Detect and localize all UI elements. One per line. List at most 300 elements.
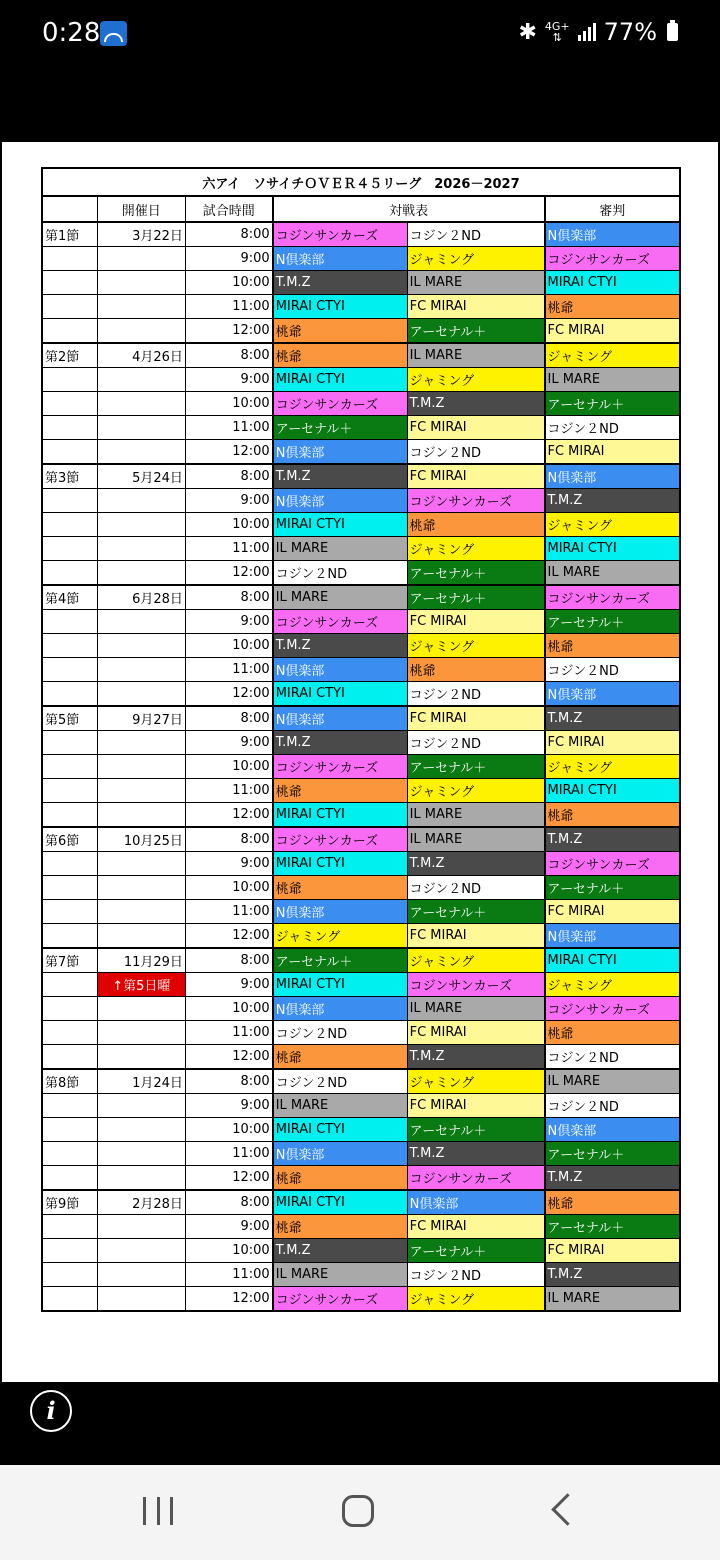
time-cell: 12:00 xyxy=(185,319,272,344)
schedule-table xyxy=(41,167,681,1312)
title-row xyxy=(42,168,680,196)
referee-cell: コジンサンカーズ xyxy=(545,585,681,610)
away-team-cell: T.M.Z xyxy=(407,392,544,416)
away-team-cell: アーセナル＋ xyxy=(407,755,544,779)
referee-cell: IL MARE xyxy=(545,1287,681,1312)
home-team-cell: 桃爺 xyxy=(273,1215,407,1239)
home-team-cell: コジンサンカーズ xyxy=(273,827,407,852)
away-team-cell: ジャミング xyxy=(407,1069,544,1094)
table-row xyxy=(42,1239,680,1263)
date-cell: 3月22日 xyxy=(97,222,185,247)
time-cell: 12:00 xyxy=(185,682,272,707)
away-team-cell: コジン２ND xyxy=(407,731,544,755)
time-cell: 10:00 xyxy=(185,634,272,658)
table-row xyxy=(42,561,680,586)
round-cell xyxy=(42,513,97,537)
home-team-cell: N倶楽部 xyxy=(273,247,407,271)
battery-percent: 77% xyxy=(603,18,657,46)
referee-cell: コジン２ND xyxy=(545,1045,681,1070)
table-row xyxy=(42,1069,680,1094)
header-time: 試合時間 xyxy=(185,196,272,222)
referee-cell: ジャミング xyxy=(545,973,681,997)
home-team-cell: MIRAI CTYI xyxy=(273,973,407,997)
time-cell: 11:00 xyxy=(185,537,272,561)
recents-icon[interactable] xyxy=(143,1497,173,1525)
round-cell xyxy=(42,731,97,755)
table-row xyxy=(42,1094,680,1118)
table-row xyxy=(42,682,680,707)
away-team-cell: IL MARE xyxy=(407,271,544,295)
round-cell xyxy=(42,247,97,271)
table-row xyxy=(42,997,680,1021)
date-cell xyxy=(97,561,185,586)
referee-cell: コジン２ND xyxy=(545,416,681,440)
referee-cell: 桃爺 xyxy=(545,634,681,658)
round-cell: 第6節 xyxy=(42,827,97,852)
away-team-cell: コジンサンカーズ xyxy=(407,1166,544,1191)
home-team-cell: コジン２ND xyxy=(273,1021,407,1045)
signal-icon xyxy=(578,23,596,41)
away-team-cell: T.M.Z xyxy=(407,1045,544,1070)
referee-cell: 桃爺 xyxy=(545,1021,681,1045)
home-team-cell: 桃爺 xyxy=(273,1166,407,1191)
time-cell: 10:00 xyxy=(185,876,272,900)
home-team-cell: コジンサンカーズ xyxy=(273,392,407,416)
referee-cell: アーセナル＋ xyxy=(545,392,681,416)
time-cell: 9:00 xyxy=(185,368,272,392)
table-row xyxy=(42,1215,680,1239)
round-cell xyxy=(42,1166,97,1191)
round-cell xyxy=(42,997,97,1021)
date-cell xyxy=(97,682,185,707)
time-cell: 11:00 xyxy=(185,900,272,924)
date-cell xyxy=(97,610,185,634)
table-row xyxy=(42,803,680,828)
status-time: 0:28 xyxy=(42,18,101,48)
time-cell: 9:00 xyxy=(185,852,272,876)
table-row xyxy=(42,1287,680,1312)
date-cell xyxy=(97,731,185,755)
round-cell xyxy=(42,610,97,634)
round-cell: 第3節 xyxy=(42,464,97,489)
round-cell xyxy=(42,1215,97,1239)
home-team-cell: コジンサンカーズ xyxy=(273,1287,407,1312)
round-cell xyxy=(42,440,97,465)
header-row xyxy=(42,196,680,222)
date-cell xyxy=(97,997,185,1021)
away-team-cell: コジン２ND xyxy=(407,682,544,707)
home-team-cell: MIRAI CTYI xyxy=(273,803,407,828)
away-team-cell: アーセナル＋ xyxy=(407,1118,544,1142)
referee-cell: MIRAI CTYI xyxy=(545,271,681,295)
table-row xyxy=(42,368,680,392)
away-team-cell: アーセナル＋ xyxy=(407,900,544,924)
referee-cell: コジン２ND xyxy=(545,1094,681,1118)
table-row xyxy=(42,900,680,924)
referee-cell: 桃爺 xyxy=(545,1190,681,1215)
table-row xyxy=(42,1021,680,1045)
referee-cell: FC MIRAI xyxy=(545,1239,681,1263)
away-team-cell: ジャミング xyxy=(407,368,544,392)
away-team-cell: FC MIRAI xyxy=(407,706,544,731)
referee-cell: アーセナル＋ xyxy=(545,610,681,634)
table-row xyxy=(42,1118,680,1142)
time-cell: 10:00 xyxy=(185,392,272,416)
round-cell xyxy=(42,1239,97,1263)
away-team-cell: FC MIRAI xyxy=(407,610,544,634)
table-row xyxy=(42,1190,680,1215)
table-row xyxy=(42,295,680,319)
round-cell xyxy=(42,779,97,803)
time-cell: 11:00 xyxy=(185,779,272,803)
table-row xyxy=(42,827,680,852)
away-team-cell: N倶楽部 xyxy=(407,1190,544,1215)
time-cell: 10:00 xyxy=(185,1118,272,1142)
round-cell xyxy=(42,489,97,513)
away-team-cell: FC MIRAI xyxy=(407,1215,544,1239)
time-cell: 8:00 xyxy=(185,948,272,973)
table-row xyxy=(42,731,680,755)
table-row xyxy=(42,1263,680,1287)
time-cell: 9:00 xyxy=(185,1215,272,1239)
time-cell: 11:00 xyxy=(185,1263,272,1287)
time-cell: 12:00 xyxy=(185,561,272,586)
time-cell: 9:00 xyxy=(185,731,272,755)
round-cell xyxy=(42,634,97,658)
round-cell xyxy=(42,319,97,344)
time-cell: 9:00 xyxy=(185,973,272,997)
time-cell: 8:00 xyxy=(185,706,272,731)
time-cell: 8:00 xyxy=(185,827,272,852)
away-team-cell: FC MIRAI xyxy=(407,924,544,949)
note-badge: ↑第5日曜 xyxy=(97,973,185,997)
time-cell: 9:00 xyxy=(185,1094,272,1118)
date-cell xyxy=(97,247,185,271)
date-cell xyxy=(97,513,185,537)
home-team-cell: 桃爺 xyxy=(273,779,407,803)
bluetooth-icon: ✱ xyxy=(518,19,537,45)
round-cell xyxy=(42,1045,97,1070)
home-team-cell: T.M.Z xyxy=(273,271,407,295)
table-row xyxy=(42,973,680,997)
home-team-cell: MIRAI CTYI xyxy=(273,1118,407,1142)
home-team-cell: コジンサンカーズ xyxy=(273,755,407,779)
table-row xyxy=(42,876,680,900)
table-row xyxy=(42,1142,680,1166)
time-cell: 10:00 xyxy=(185,513,272,537)
date-cell xyxy=(97,803,185,828)
home-team-cell: N倶楽部 xyxy=(273,1142,407,1166)
date-cell xyxy=(97,368,185,392)
home-team-cell: MIRAI CTYI xyxy=(273,513,407,537)
date-cell xyxy=(97,1045,185,1070)
referee-cell: N倶楽部 xyxy=(545,464,681,489)
away-team-cell: IL MARE xyxy=(407,803,544,828)
referee-cell: T.M.Z xyxy=(545,489,681,513)
referee-cell: T.M.Z xyxy=(545,827,681,852)
away-team-cell: T.M.Z xyxy=(407,852,544,876)
date-cell xyxy=(97,537,185,561)
round-cell: 第8節 xyxy=(42,1069,97,1094)
away-team-cell: コジンサンカーズ xyxy=(407,489,544,513)
away-team-cell: T.M.Z xyxy=(407,1142,544,1166)
referee-cell: コジンサンカーズ xyxy=(545,852,681,876)
round-cell xyxy=(42,1118,97,1142)
home-team-cell: 桃爺 xyxy=(273,876,407,900)
time-cell: 8:00 xyxy=(185,343,272,368)
info-icon[interactable]: i xyxy=(30,1390,72,1432)
header-date: 開催日 xyxy=(97,196,185,222)
round-cell xyxy=(42,682,97,707)
away-team-cell: ジャミング xyxy=(407,948,544,973)
date-cell: 10月25日 xyxy=(97,827,185,852)
away-team-cell: ジャミング xyxy=(407,1287,544,1312)
status-bar xyxy=(0,0,720,70)
date-cell xyxy=(97,924,185,949)
home-team-cell: IL MARE xyxy=(273,1263,407,1287)
home-team-cell: T.M.Z xyxy=(273,634,407,658)
referee-cell: 桃爺 xyxy=(545,803,681,828)
away-team-cell: FC MIRAI xyxy=(407,1094,544,1118)
home-team-cell: MIRAI CTYI xyxy=(273,1190,407,1215)
date-cell xyxy=(97,900,185,924)
round-cell xyxy=(42,1263,97,1287)
time-cell: 8:00 xyxy=(185,1069,272,1094)
time-cell: 8:00 xyxy=(185,585,272,610)
date-cell: 11月29日 xyxy=(97,948,185,973)
time-cell: 11:00 xyxy=(185,1142,272,1166)
table-row xyxy=(42,416,680,440)
time-cell: 11:00 xyxy=(185,658,272,682)
referee-cell: コジンサンカーズ xyxy=(545,997,681,1021)
table-row xyxy=(42,464,680,489)
away-team-cell: ジャミング xyxy=(407,247,544,271)
home-team-cell: コジンサンカーズ xyxy=(273,222,407,247)
referee-cell: N倶楽部 xyxy=(545,222,681,247)
home-team-cell: N倶楽部 xyxy=(273,706,407,731)
referee-cell: コジンサンカーズ xyxy=(545,247,681,271)
away-team-cell: コジンサンカーズ xyxy=(407,973,544,997)
home-icon[interactable] xyxy=(342,1495,374,1527)
round-cell: 第7節 xyxy=(42,948,97,973)
referee-cell: IL MARE xyxy=(545,1069,681,1094)
away-team-cell: IL MARE xyxy=(407,827,544,852)
gallery-notification-icon xyxy=(100,21,127,46)
referee-cell: N倶楽部 xyxy=(545,682,681,707)
date-cell xyxy=(97,489,185,513)
header-matchups: 対戦表 xyxy=(273,196,545,222)
away-team-cell: FC MIRAI xyxy=(407,1021,544,1045)
away-team-cell: アーセナル＋ xyxy=(407,1239,544,1263)
table-row xyxy=(42,924,680,949)
table-row xyxy=(42,222,680,247)
away-team-cell: アーセナル＋ xyxy=(407,561,544,586)
date-cell xyxy=(97,1021,185,1045)
home-team-cell: MIRAI CTYI xyxy=(273,852,407,876)
table-row xyxy=(42,440,680,465)
round-cell xyxy=(42,295,97,319)
home-team-cell: IL MARE xyxy=(273,537,407,561)
date-cell xyxy=(97,1118,185,1142)
home-team-cell: N倶楽部 xyxy=(273,440,407,465)
round-cell xyxy=(42,368,97,392)
time-cell: 9:00 xyxy=(185,489,272,513)
home-team-cell: IL MARE xyxy=(273,1094,407,1118)
away-team-cell: IL MARE xyxy=(407,343,544,368)
date-cell xyxy=(97,295,185,319)
table-row xyxy=(42,852,680,876)
time-cell: 11:00 xyxy=(185,295,272,319)
date-cell: 9月27日 xyxy=(97,706,185,731)
referee-cell: IL MARE xyxy=(545,561,681,586)
referee-cell: アーセナル＋ xyxy=(545,1215,681,1239)
referee-cell: ジャミング xyxy=(545,343,681,368)
round-cell xyxy=(42,973,97,997)
home-team-cell: 桃爺 xyxy=(273,343,407,368)
round-cell xyxy=(42,416,97,440)
date-cell xyxy=(97,1263,185,1287)
table-row xyxy=(42,1166,680,1191)
away-team-cell: コジン２ND xyxy=(407,440,544,465)
away-team-cell: アーセナル＋ xyxy=(407,319,544,344)
referee-cell: ジャミング xyxy=(545,513,681,537)
away-team-cell: IL MARE xyxy=(407,997,544,1021)
date-cell xyxy=(97,779,185,803)
time-cell: 10:00 xyxy=(185,1239,272,1263)
referee-cell: FC MIRAI xyxy=(545,900,681,924)
referee-cell: T.M.Z xyxy=(545,1166,681,1191)
time-cell: 8:00 xyxy=(185,464,272,489)
away-team-cell: コジン２ND xyxy=(407,1263,544,1287)
home-team-cell: N倶楽部 xyxy=(273,900,407,924)
referee-cell: FC MIRAI xyxy=(545,319,681,344)
referee-cell: N倶楽部 xyxy=(545,924,681,949)
time-cell: 12:00 xyxy=(185,803,272,828)
round-cell: 第9節 xyxy=(42,1190,97,1215)
table-row xyxy=(42,706,680,731)
network-type: 4G+ ⇅ xyxy=(544,20,570,44)
referee-cell: MIRAI CTYI xyxy=(545,537,681,561)
date-cell xyxy=(97,440,185,465)
round-cell xyxy=(42,1142,97,1166)
round-cell xyxy=(42,1021,97,1045)
referee-cell: N倶楽部 xyxy=(545,1118,681,1142)
referee-cell: 桃爺 xyxy=(545,295,681,319)
away-team-cell: アーセナル＋ xyxy=(407,585,544,610)
round-cell xyxy=(42,561,97,586)
time-cell: 8:00 xyxy=(185,222,272,247)
round-cell: 第4節 xyxy=(42,585,97,610)
round-cell xyxy=(42,392,97,416)
table-row xyxy=(42,1045,680,1070)
referee-cell: IL MARE xyxy=(545,368,681,392)
home-team-cell: MIRAI CTYI xyxy=(273,682,407,707)
table-row xyxy=(42,271,680,295)
home-team-cell: T.M.Z xyxy=(273,1239,407,1263)
date-cell xyxy=(97,852,185,876)
home-team-cell: アーセナル＋ xyxy=(273,948,407,973)
date-cell xyxy=(97,319,185,344)
time-cell: 9:00 xyxy=(185,610,272,634)
battery-icon xyxy=(667,23,678,41)
date-cell: 4月26日 xyxy=(97,343,185,368)
table-row xyxy=(42,779,680,803)
away-team-cell: コジン２ND xyxy=(407,222,544,247)
referee-cell: MIRAI CTYI xyxy=(545,779,681,803)
table-row xyxy=(42,585,680,610)
round-cell: 第2節 xyxy=(42,343,97,368)
round-cell xyxy=(42,900,97,924)
time-cell: 12:00 xyxy=(185,440,272,465)
referee-cell: FC MIRAI xyxy=(545,731,681,755)
date-cell xyxy=(97,392,185,416)
table-row xyxy=(42,319,680,344)
table-row xyxy=(42,658,680,682)
home-team-cell: T.M.Z xyxy=(273,731,407,755)
date-cell xyxy=(97,634,185,658)
round-cell xyxy=(42,803,97,828)
referee-cell: ジャミング xyxy=(545,755,681,779)
referee-cell: コジン２ND xyxy=(545,658,681,682)
time-cell: 11:00 xyxy=(185,1021,272,1045)
round-cell xyxy=(42,755,97,779)
home-team-cell: MIRAI CTYI xyxy=(273,368,407,392)
date-cell xyxy=(97,1142,185,1166)
date-cell xyxy=(97,1094,185,1118)
date-cell xyxy=(97,876,185,900)
away-team-cell: ジャミング xyxy=(407,779,544,803)
date-cell: 2月28日 xyxy=(97,1190,185,1215)
referee-cell: T.M.Z xyxy=(545,1263,681,1287)
time-cell: 9:00 xyxy=(185,247,272,271)
home-team-cell: コジンサンカーズ xyxy=(273,610,407,634)
home-team-cell: ジャミング xyxy=(273,924,407,949)
table-row xyxy=(42,343,680,368)
round-cell: 第5節 xyxy=(42,706,97,731)
referee-cell: アーセナル＋ xyxy=(545,1142,681,1166)
date-cell xyxy=(97,1166,185,1191)
time-cell: 12:00 xyxy=(185,924,272,949)
home-team-cell: アーセナル＋ xyxy=(273,416,407,440)
time-cell: 12:00 xyxy=(185,1166,272,1191)
referee-cell: FC MIRAI xyxy=(545,440,681,465)
round-cell xyxy=(42,658,97,682)
header-referee: 審判 xyxy=(545,196,681,222)
round-cell xyxy=(42,924,97,949)
round-cell xyxy=(42,1287,97,1312)
round-cell xyxy=(42,537,97,561)
round-cell xyxy=(42,852,97,876)
home-team-cell: N倶楽部 xyxy=(273,489,407,513)
referee-cell: MIRAI CTYI xyxy=(545,948,681,973)
time-cell: 12:00 xyxy=(185,1045,272,1070)
round-cell xyxy=(42,271,97,295)
date-cell xyxy=(97,1287,185,1312)
home-team-cell: MIRAI CTYI xyxy=(273,295,407,319)
round-cell: 第1節 xyxy=(42,222,97,247)
away-team-cell: コジン２ND xyxy=(407,876,544,900)
time-cell: 8:00 xyxy=(185,1190,272,1215)
table-row xyxy=(42,634,680,658)
table-row xyxy=(42,948,680,973)
table-row xyxy=(42,537,680,561)
table-row xyxy=(42,392,680,416)
home-team-cell: コジン２ND xyxy=(273,1069,407,1094)
date-cell xyxy=(97,755,185,779)
date-cell xyxy=(97,416,185,440)
home-team-cell: 桃爺 xyxy=(273,319,407,344)
home-team-cell: コジン２ND xyxy=(273,561,407,586)
